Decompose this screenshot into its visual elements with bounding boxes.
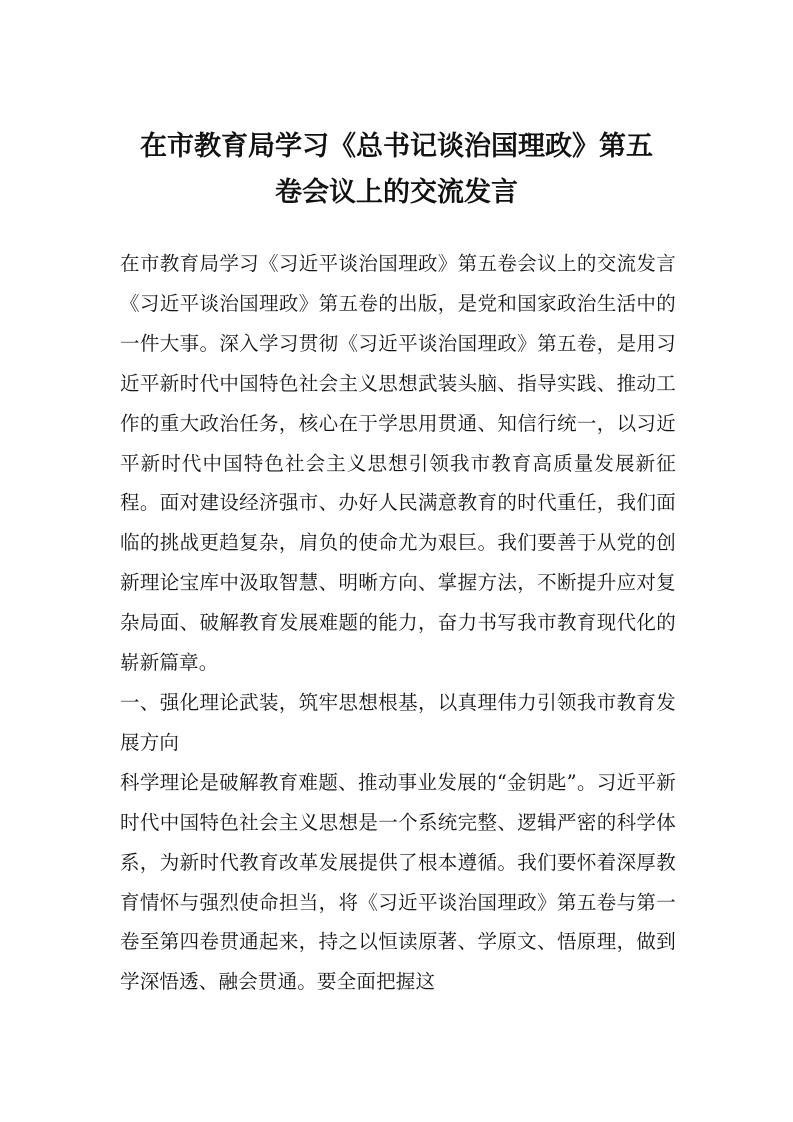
body-paragraph: 科学理论是破解教育难题、推动事业发展的“金钥匙”。习近平新时代中国特色社会主义思想是一个系统完整、逻辑严密的科学体系，为新时代教育改革发展提供了根本遵循。我们要怀着深厚教育情怀与强烈使命担当，将《习近平谈治国理政》第五卷与第一卷至第四卷贯通起来，持之以恒读原著、学原文、悟原理，做到学深悟透、融会贯通。要全面把握这 [120, 770, 676, 994]
intro-paragraph: 在市教育局学习《习近平谈治国理政》第五卷会议上的交流发言《习近平谈治国理政》第五卷的出版，是党和国家政治生活中的一件大事。深入学习贯彻《习近平谈治国理政》第五卷，是用习近平新时代中国特色社会主义思想武装头脑、指导实践、推动工作的重大政治任务，核心在于学思用贯通、知信行统一，以习近平新时代中国特色社会主义思想引领我市教育高质量发展新征程。面对建设经济强市、办好人民满意教育的时代重任，我们面临的挑战更趋复杂，肩负的使命尤为艰巨。我们要善于从党的创新理论宝库中汲取智慧、明晰方向、掌握方法，不断提升应对复杂局面、破解教育发展难题的能力，奋力书写我市教育现代化的崭新篇章。 [120, 252, 676, 675]
document-title [110, 124, 683, 216]
document-body [120, 244, 676, 1002]
title-line-2: 卷会议上的交流发言 [275, 177, 518, 208]
section-heading-1: 一、强化理论武装，筑牢思想根基，以真理伟力引领我市教育发展方向 [120, 690, 676, 754]
title-line-1: 在市教育局学习《总书记谈治国理政》第五 [140, 131, 653, 162]
